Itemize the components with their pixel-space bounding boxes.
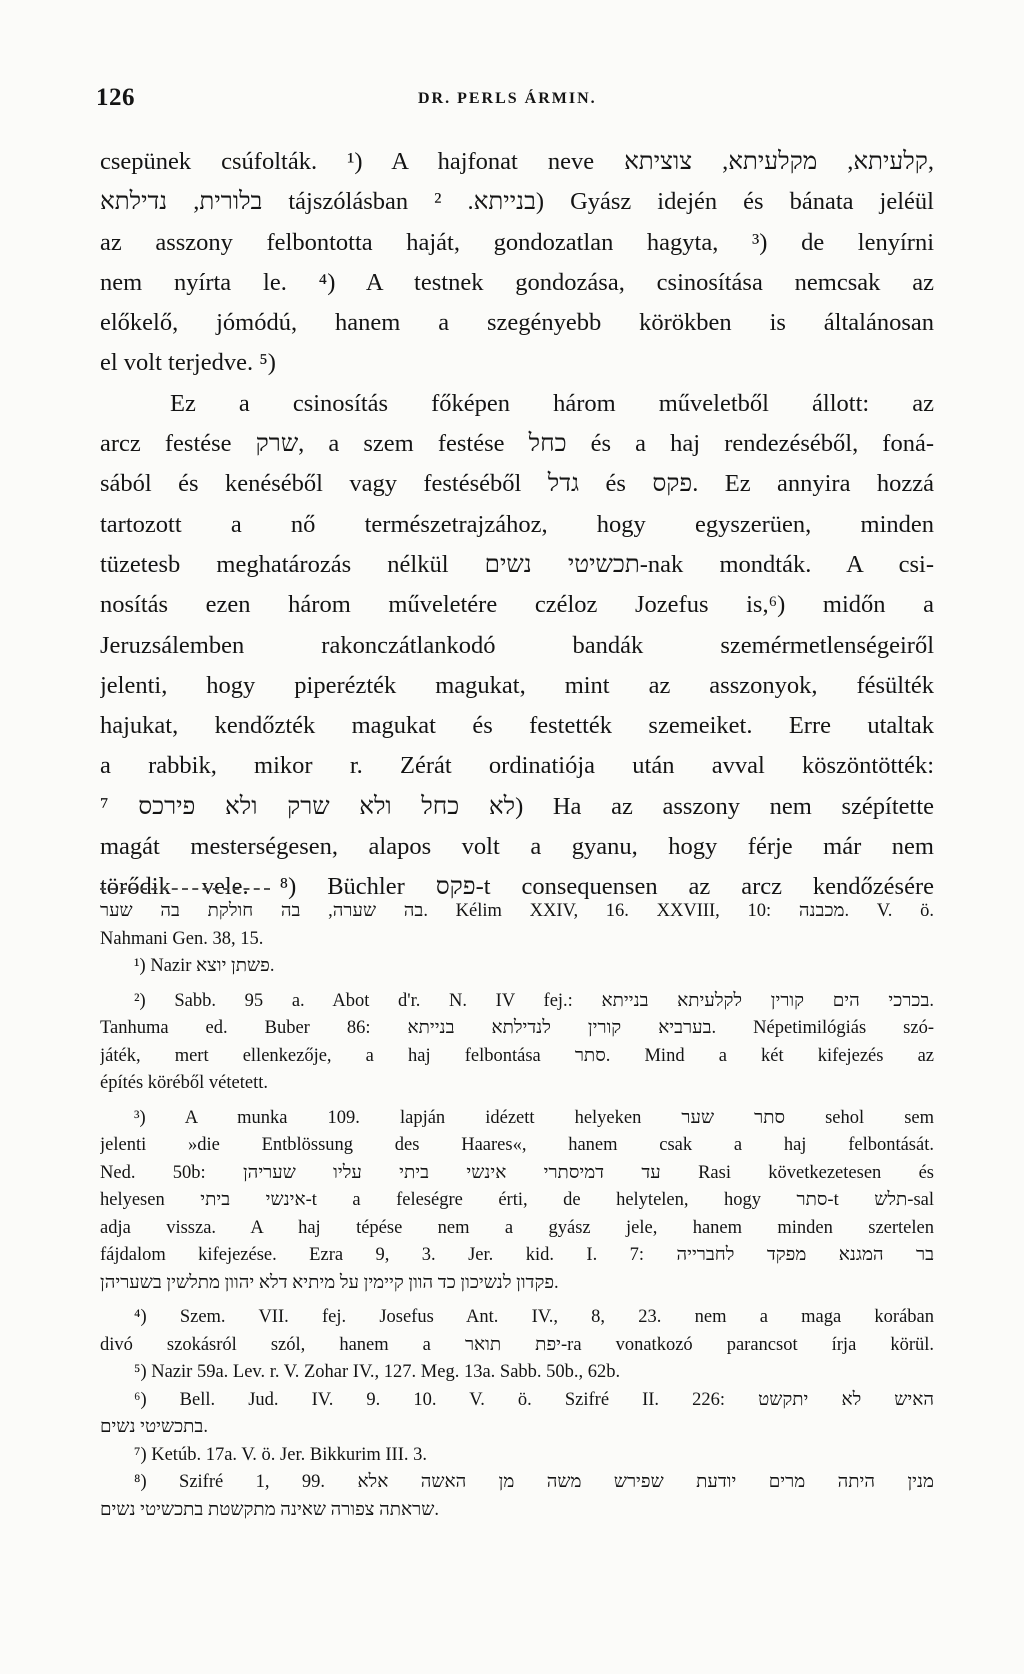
footnote-line: שראתה צפורה שאינה מתקשטת בתכשיטי נשים.	[100, 1499, 439, 1520]
body-line: לא כחל ולא שרק ולא פירכס ⁷) Ha az asszony nem szépítette	[100, 792, 934, 820]
footnote-8: ⁸) Szifré 1, 99. מנין היתה מרים יודעת שפירש משה מן האשה אלא	[134, 1472, 934, 1492]
footnote-line: Tanhuma ed. Buber 86: בערביא קורין לנדילתא בנייתא. Népetimilógiás szó-	[100, 1018, 934, 1038]
footnotes	[100, 898, 934, 1524]
running-head: DR. PERLS ÁRMIN.	[418, 90, 597, 107]
body-line: nosítás ezen három műveletére czéloz Jozefus is,⁶) midőn a	[100, 591, 934, 619]
page-number: 126	[96, 84, 135, 111]
footnote-line: helyesen אינשי ביתי-t a feleségre érti, de helytelen, hogy סתר-t תלש-sal	[100, 1190, 934, 1210]
body-line: el volt terjedve. ⁵)	[100, 349, 276, 377]
footnote-line: játék, mert ellenkezője, a haj felbontása סתר. Mind a két kifejezés az	[100, 1045, 934, 1066]
footnote-3: ³) A munka 109. lapján idézett helyeken סתר שער sehol sem	[134, 1107, 934, 1128]
body-line: בלורית, נדילתא tájszólásban בנייתא. ²) Gyász idején és bánata jeléül	[100, 188, 934, 216]
body-line: tüzetesb meghatározás nélkül תכשיטי נשים-nak mondták. A csi-	[100, 550, 934, 578]
footnote-line: jelenti »die Entblössung des Haares«, hanem csak a haj felbontását.	[100, 1135, 934, 1155]
body-line: nem nyírta le. ⁴) A testnek gondozása, csinosítása nemcsak az	[100, 268, 934, 296]
body-line: arcz festése שרק, a szem festése כחל és a haj rendezéséből, foná-	[100, 430, 934, 458]
footnote-6: ⁶) Bell. Jud. IV. 9. 10. V. ö. Szifré II. 226: האיש לא יתקשט	[134, 1389, 934, 1410]
footnote-line: בה שערה, בה חולקת בה שער. Kélim XXIV, 16. XXVIII, 10: מכבנה. V. ö.	[100, 901, 934, 921]
paragraph-start: Ez a csinosítás főképen három műveletből állott: az	[170, 389, 934, 417]
footnote-line: בתכשיטי נשים.	[100, 1417, 208, 1437]
body-line: tartozott a nő természetrajzához, hogy egyszerüen, minden	[100, 510, 934, 538]
footnote-2: ²) Sabb. 95 a. Abot d'r. N. IV fej.: בכרכי הים קורין לקלעיתא בנייתא.	[134, 990, 934, 1011]
footnote-line: építés köréből vétetett.	[100, 1073, 268, 1093]
body-line: sából és kenéséből vagy festéséből גדל és פקס. Ez annyira hozzá	[100, 470, 934, 498]
body-line: előkelő, jómódú, hanem a szegényebb körökben is általánosan	[100, 309, 934, 337]
footnote-1: ¹) Nazir פשתן יוצא.	[134, 956, 275, 976]
body-text	[100, 142, 934, 908]
page-header	[96, 84, 934, 124]
body-line: magát mesterségesen, alapos volt a gyanu, hogy férje már nem	[100, 833, 934, 861]
body-line: csepünek csúfolták. ¹) A hajfonat neve קלעיתא, מקלעיתא, צוציתא,	[100, 148, 934, 175]
footnote-4: ⁴) Szem. VII. fej. Josefus Ant. IV., 8, 23. nem a maga korában	[134, 1307, 934, 1327]
body-line: hajukat, kendőzték magukat és festették szemeiket. Erre utaltak	[100, 712, 934, 740]
footnote-line: Ned. 50b: עד דמיסתרי אינשי ביתי עליו שעריהן Rasi következetesen és	[100, 1162, 934, 1183]
footnote-line: Nahmani Gen. 38, 15.	[100, 928, 264, 949]
footnote-7: ⁷) Ketúb. 17a. V. ö. Jer. Bikkurim III. 3.	[134, 1444, 428, 1465]
footnote-separator	[100, 888, 270, 890]
body-line: az asszony felbontotta haját, gondozatlan hagyta, ³) de lenyírni	[100, 228, 934, 256]
footnote-line: divó szokásról szól, hanem a יפת תואר-ra vonatkozó parancsot írja körül.	[100, 1334, 934, 1355]
body-line: Jeruzsálemben rakonczátlankodó bandák szemérmetlenségeiről	[100, 631, 934, 659]
footnote-line: פקדון לנשיכון כד הוון קיימין על מיתיא דלא יהוון מתלשין בשעריהן.	[100, 1272, 559, 1293]
footnote-5: ⁵) Nazir 59a. Lev. r. V. Zohar IV., 127. Meg. 13a. Sabb. 50b., 62b.	[134, 1362, 621, 1382]
body-line: jelenti, hogy piperézték magukat, mint az asszonyok, fésülték	[100, 671, 934, 699]
footnote-line: fájdalom kifejezése. Ezra 9, 3. Jer. kid. I. 7: בר המגנא מפקד לחברייה	[100, 1245, 934, 1265]
body-line: a rabbik, mikor r. Zérát ordinatiója után avval köszöntötték:	[100, 752, 934, 780]
body-line: törődik vele. ⁸) Büchler פקס-t consequensen az arcz kendőzésére	[100, 873, 934, 901]
footnote-line: adja vissza. A haj tépése nem a gyász jele, hanem minden szertelen	[100, 1217, 934, 1238]
